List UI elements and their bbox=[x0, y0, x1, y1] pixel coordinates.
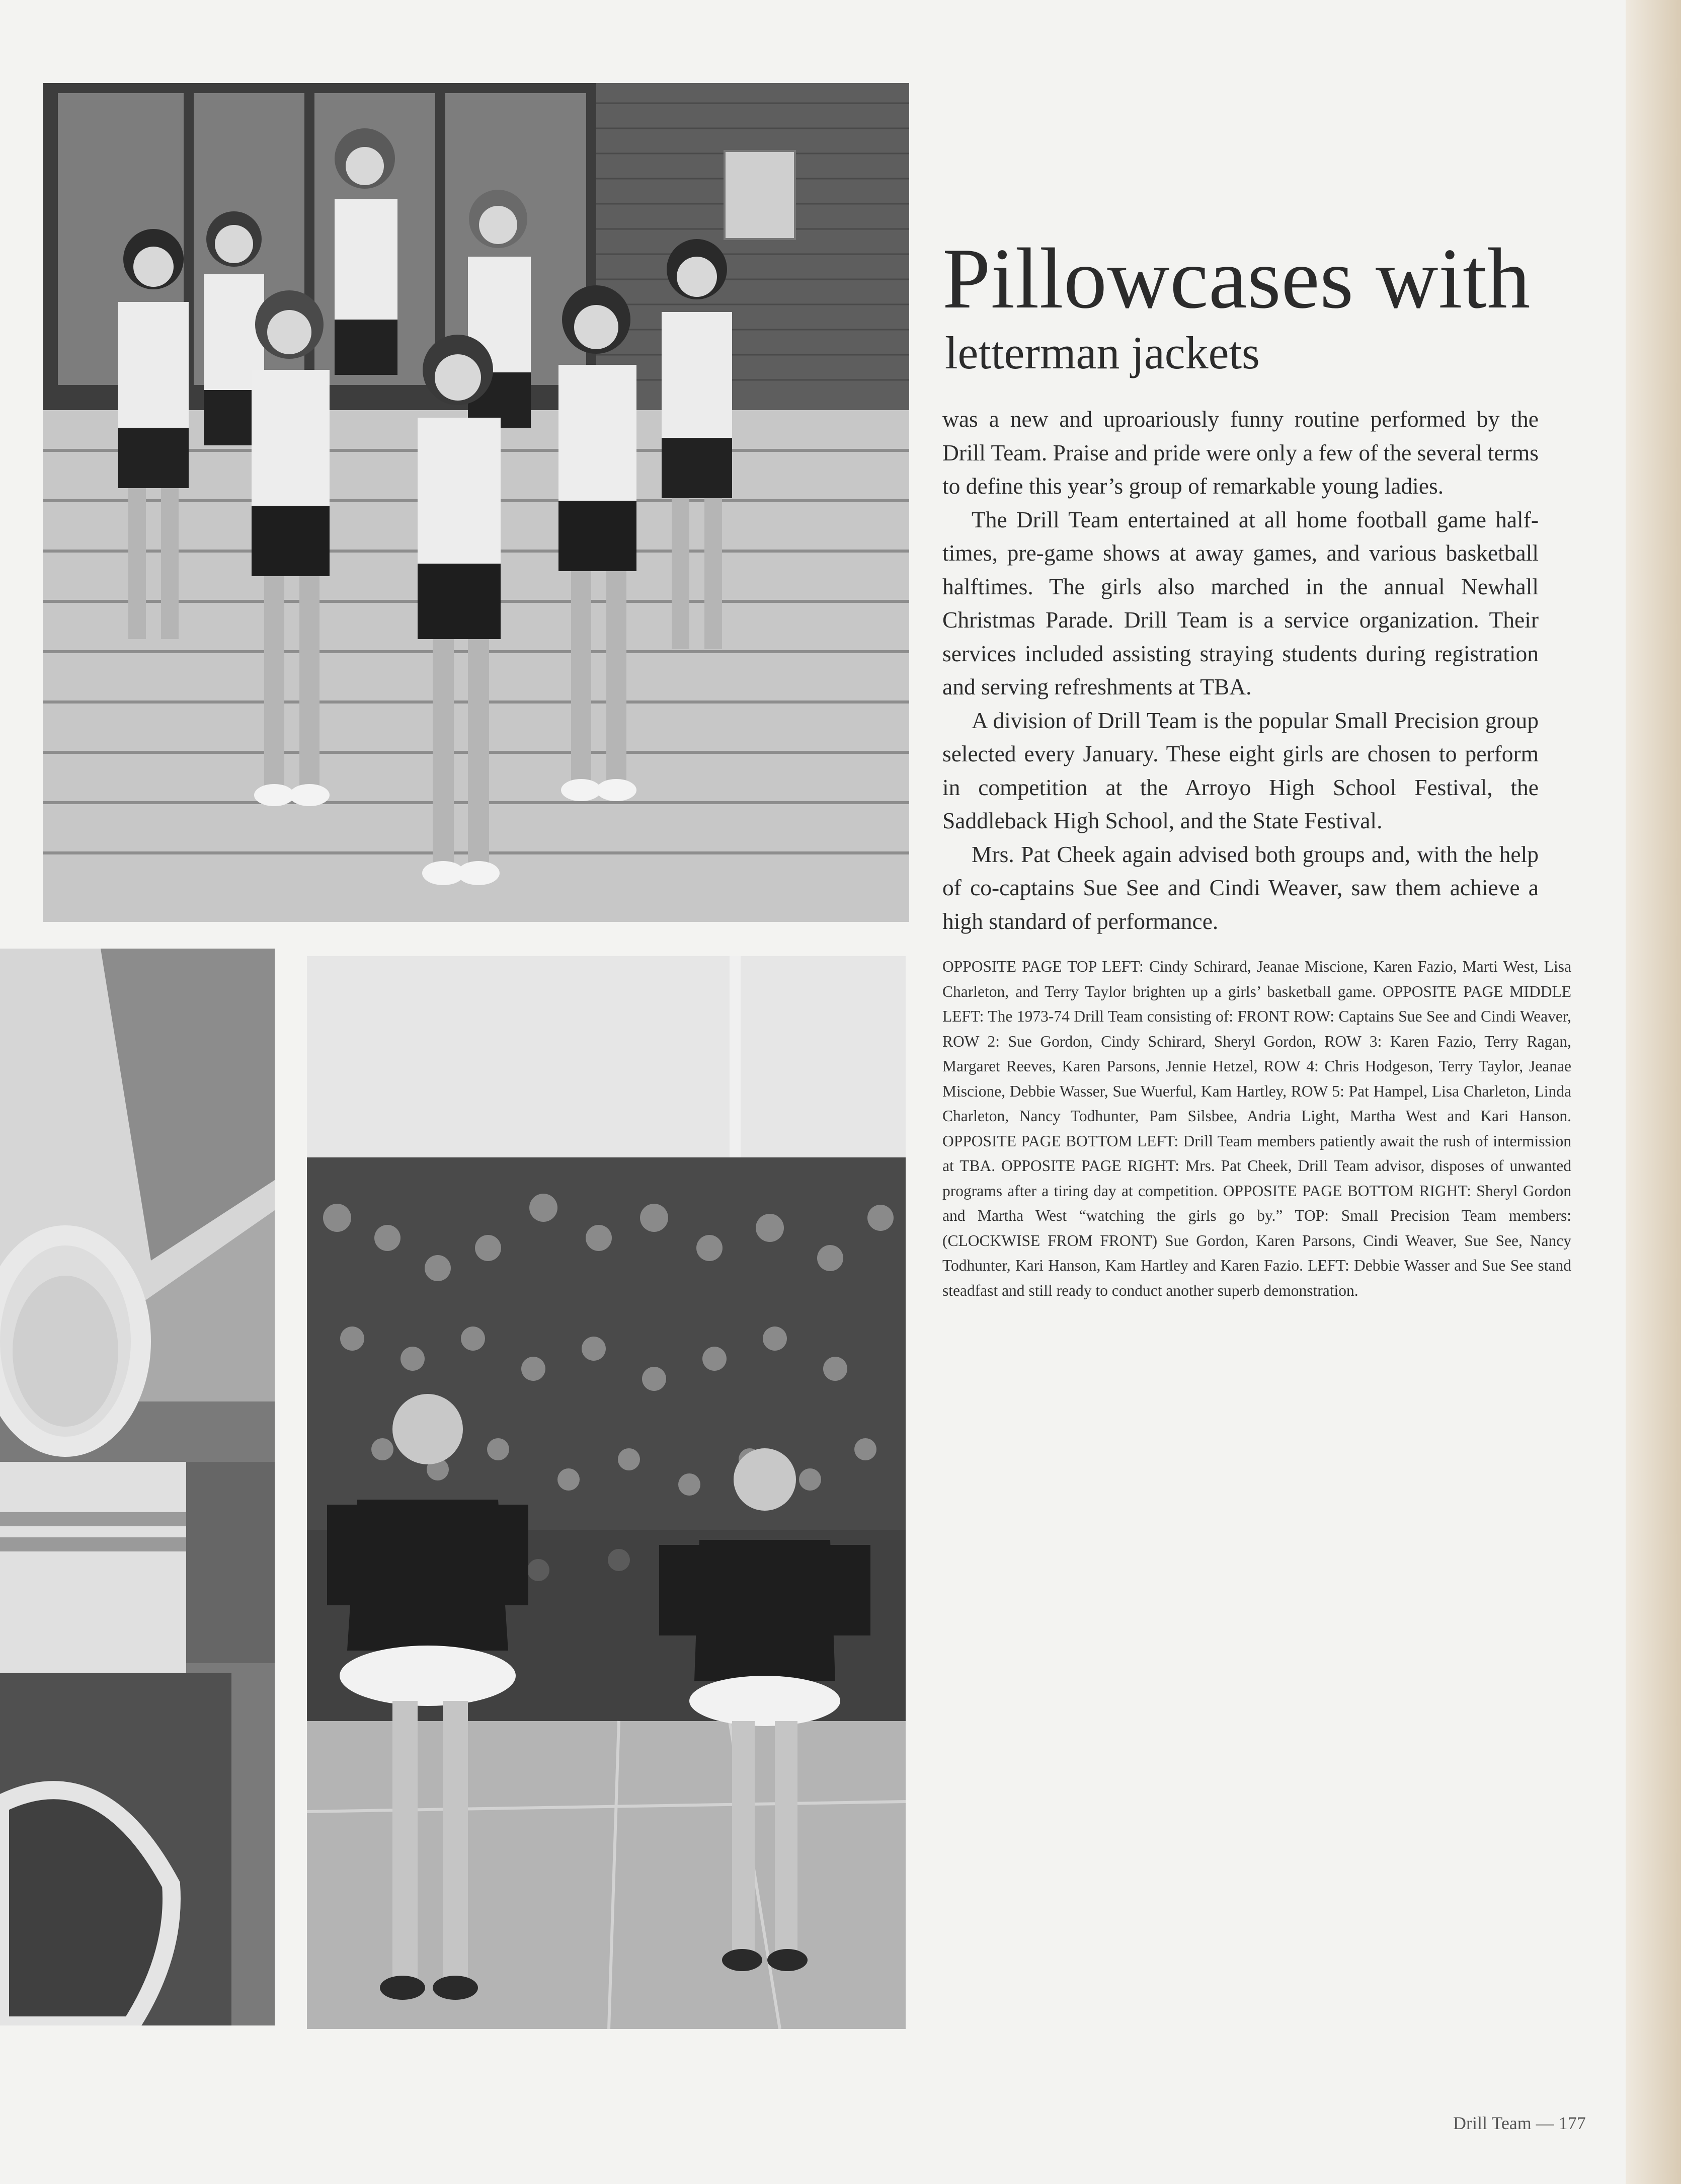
photo-girl-in-letterman-jacket bbox=[0, 949, 275, 2025]
body-paragraph: was a new and uproariously funny routine performed by the Drill Team. Praise and pride were only a few of the several terms to define this year’s group of remarkable young ladies. bbox=[942, 406, 1539, 499]
photo-gym-drill-team-members bbox=[307, 956, 906, 2029]
body-paragraph: Mrs. Pat Cheek again advised both groups and, with the help of co-captains Sue See and Cindi Weaver, saw them achieve a high standard of performance. bbox=[942, 841, 1539, 934]
body-paragraph: The Drill Team entertained at all home football game half-times, pre-game shows at away games, and various basketball halftimes. The girls also marched in the annual Newhall Christmas Parade. Drill Team is a service organization. Their services included assisting straying students during registration and serving refreshments at TBA. bbox=[942, 506, 1539, 699]
headline: Pillowcases with bbox=[942, 231, 1531, 327]
subheadline: letterman jackets bbox=[945, 327, 1260, 378]
article-body bbox=[942, 403, 1539, 938]
page-folio: Drill Team — 177 bbox=[1453, 2113, 1586, 2133]
photo-drill-team-on-steps bbox=[43, 83, 909, 922]
body-paragraph: A division of Drill Team is the popular Small Precision group selected every January. These eight girls are chosen to perform in competition at the Arroyo High School Festival, the Saddleback High School, and the State Festival. bbox=[942, 707, 1539, 833]
page-edge bbox=[1626, 0, 1681, 2184]
photo-caption: OPPOSITE PAGE TOP LEFT: Cindy Schirard, Jeanae Miscione, Karen Fazio, Marti West, Lisa Charleton, and Terry Taylor brighten up a girls’ basketball game. OPPOSITE PAGE MIDDLE LEFT: The 1973-74 Drill Team consisting of: FRONT ROW: Captains Sue See and Cindi Weaver, ROW 2: Sue Gordon, Cindy Schirard, Sheryl Gordon, ROW 3: Karen Fazio, Terry Ragan, Margaret Reeves, Karen Parsons, Jennie Hetzel, ROW 4: Chris Hodgeson, Terry Taylor, Jeanae Miscione, Debbie Wasser, Sue Wuerful, Kam Hartley, ROW 5: Pat Hampel, Lisa Charleton, Linda Charleton, Nancy Todhunter, Pam Silsbee, Andria Light, Martha West and Kari Hanson. OPPOSITE PAGE BOTTOM LEFT: Drill Team members patiently await the rush of intermission at TBA. OPPOSITE PAGE RIGHT: Mrs. Pat Cheek, Drill Team advisor, disposes of unwanted programs after a tiring day at competition. OPPOSITE PAGE BOTTOM RIGHT: Sheryl Gordon and Martha West “watching the girls go by.” TOP: Small Precision Team members: (CLOCKWISE FROM FRONT) Sue Gordon, Karen Parsons, Cindi Weaver, Sue See, Nancy Todhunter, Kari Hanson, Kam Hartley and Karen Fazio. LEFT: Debbie Wasser and Sue See stand steadfast and still ready to conduct another superb demonstration. bbox=[942, 958, 1571, 1299]
